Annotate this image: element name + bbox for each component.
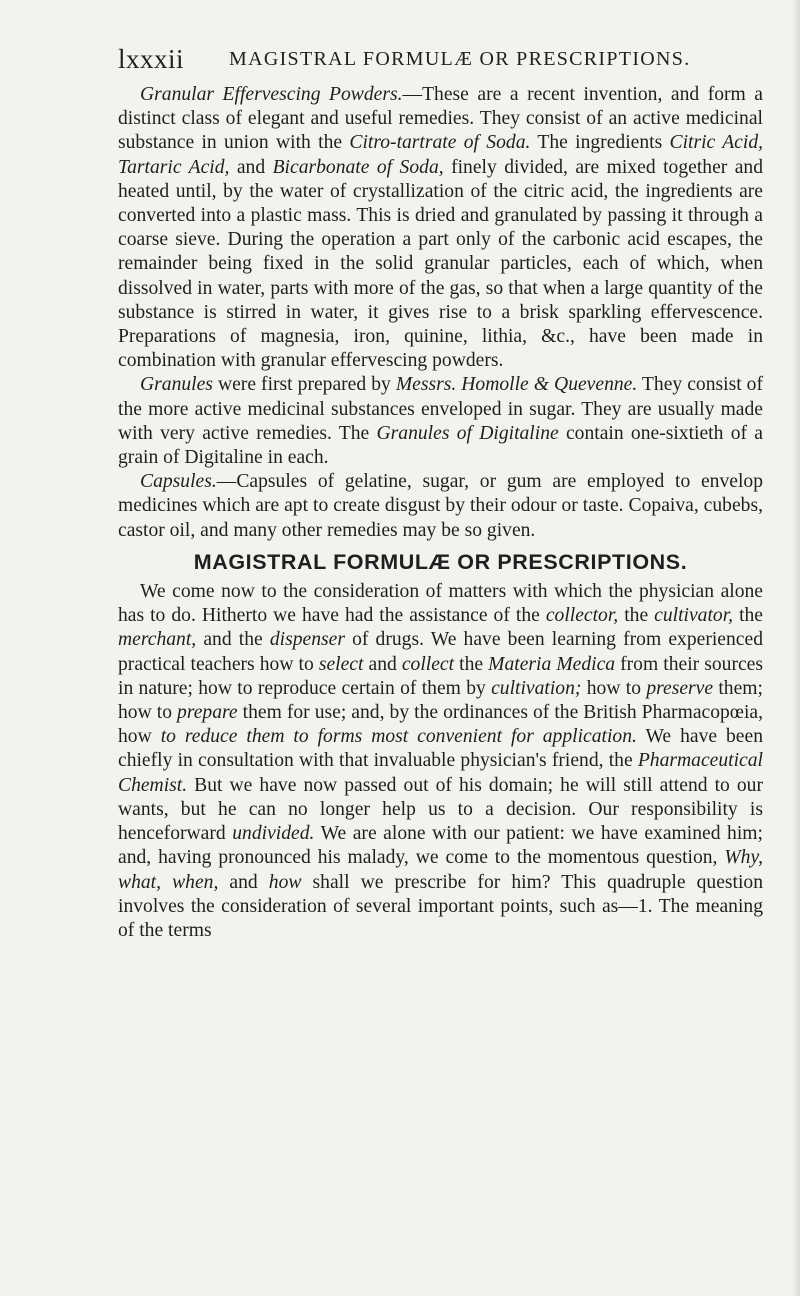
text-run: the — [454, 653, 489, 675]
text-run: contain one-sixtieth of a grain of Digitaline in each. — [118, 422, 763, 469]
italic-run: cultivator, — [654, 605, 734, 627]
text-run: We are alone with our patient: we have examined him; and, having pronounced his malady, we come to the momentous question, — [118, 823, 763, 869]
italic-run: collector, — [545, 605, 619, 627]
text-run: from their sources in nature; how to reproduce certain of them by — [118, 653, 764, 699]
italic-run: prepare — [177, 702, 238, 724]
page-number: lxxxii — [118, 44, 185, 74]
italic-run: Citro-tartrate of Soda. — [349, 132, 531, 154]
italic-run: undivided. — [232, 823, 315, 845]
italic-run: collect — [401, 653, 455, 675]
paragraph-granules — [118, 373, 763, 470]
text-run: them for use; and, by the ordinances of the British Pharmacopœia, how — [118, 702, 763, 748]
text-run: them; how to — [118, 677, 763, 724]
section-heading: MAGISTRAL FORMULÆ OR PRESCRIPTIONS. — [193, 549, 688, 574]
text-run: and — [229, 156, 273, 178]
text-run: shall we prescribe for him? This quadruple question involves the consideration of several important points, such as—1. The meaning of the terms — [118, 871, 763, 941]
text-run: how to — [581, 677, 647, 699]
italic-run: Messrs. Homolle & Quevenne. — [395, 374, 638, 396]
italic-run: how — [268, 871, 302, 893]
text-run: They consist of the more active medicinal substances enveloped in sugar. They are usually made with very active remedies. The — [118, 374, 763, 444]
running-head — [118, 44, 768, 78]
text-run: —Capsules of gelatine, sugar, or gum are employed to envelop medicines which are apt to create disgust by their odour or taste. Copaiva, cubebs, castor oil, and many other remedies may be so given. — [118, 471, 763, 541]
text-run: were first prepared by — [212, 374, 396, 396]
text-run: We come now to the consideration of matters with which the physician alone has to do. Hitherto we have had the assistance of the — [118, 581, 763, 627]
running-head-title: MAGISTRAL FORMULÆ OR PRESCRIPTIONS. — [229, 48, 691, 70]
paragraph-lead: Granules — [140, 374, 213, 396]
paragraph-lead: Capsules. — [140, 471, 217, 493]
italic-run: merchant, — [118, 629, 197, 651]
italic-run: Granules of Digitaline — [376, 422, 559, 444]
text-run: and — [363, 653, 402, 675]
italic-run: preserve — [646, 677, 714, 699]
text-run: the — [733, 605, 763, 627]
page-body — [118, 83, 763, 943]
page-edge-shadow — [792, 0, 800, 1296]
text-run: finely divided, are mixed together and heated until, by the water of crystallization of the citric acid, the ingredients are converted into a plastic mass. This is dried and granulated by passing it through a coarse sieve. During the operation a part only of the carbonic acid escapes, the remainder being fixed in the solid granular particles, each of which, when dissolved in water, parts with more of the gas, so that when a large quantity of the substance is stirred in water, it gives rise to a brisk sparkling effervescence. Preparations of magnesia, iron, quinine, lithia, &c., have been made in combination with granular effervescing powders. — [118, 156, 764, 372]
text-run: The ingredients — [530, 132, 670, 154]
paragraph-capsules — [118, 470, 763, 543]
text-run: the — [618, 605, 655, 627]
text-run: We have been chiefly in consultation with that invaluable physician's friend, the — [118, 726, 763, 772]
italic-run: cultivation; — [491, 677, 582, 699]
text-run: of drugs. We have been learning from experienced practical teachers how to — [118, 629, 763, 675]
text-run: But we have now passed out of his domain; he will still attend to our wants, but he can no longer help us to a decision. Our responsibility is henceforward — [118, 774, 763, 845]
italic-run: Materia Medica — [488, 653, 616, 675]
italic-run: Bicarbonate of Soda, — [272, 156, 444, 178]
italic-run: Citric Acid, Tartaric Acid, — [118, 132, 764, 178]
paragraph-lead: Granular Effervescing Powders. — [140, 84, 403, 105]
italic-run: dispenser — [269, 629, 345, 651]
italic-run: Why, what, when, — [118, 847, 763, 893]
paragraph-granular-effervescing-powders — [118, 83, 763, 373]
text-run: and — [218, 871, 269, 893]
paragraph-magistral-intro — [118, 580, 763, 943]
italic-run: to reduce them to forms most convenient for application. — [160, 726, 637, 748]
italic-run: Pharmaceutical Chemist. — [118, 750, 763, 796]
text-run: —These are a recent invention, and form a distinct class of elegant and useful remedies. They consist of an active medicinal substance in union with the — [118, 84, 763, 154]
text-run: and the — [196, 629, 270, 651]
italic-run: select — [318, 653, 364, 675]
